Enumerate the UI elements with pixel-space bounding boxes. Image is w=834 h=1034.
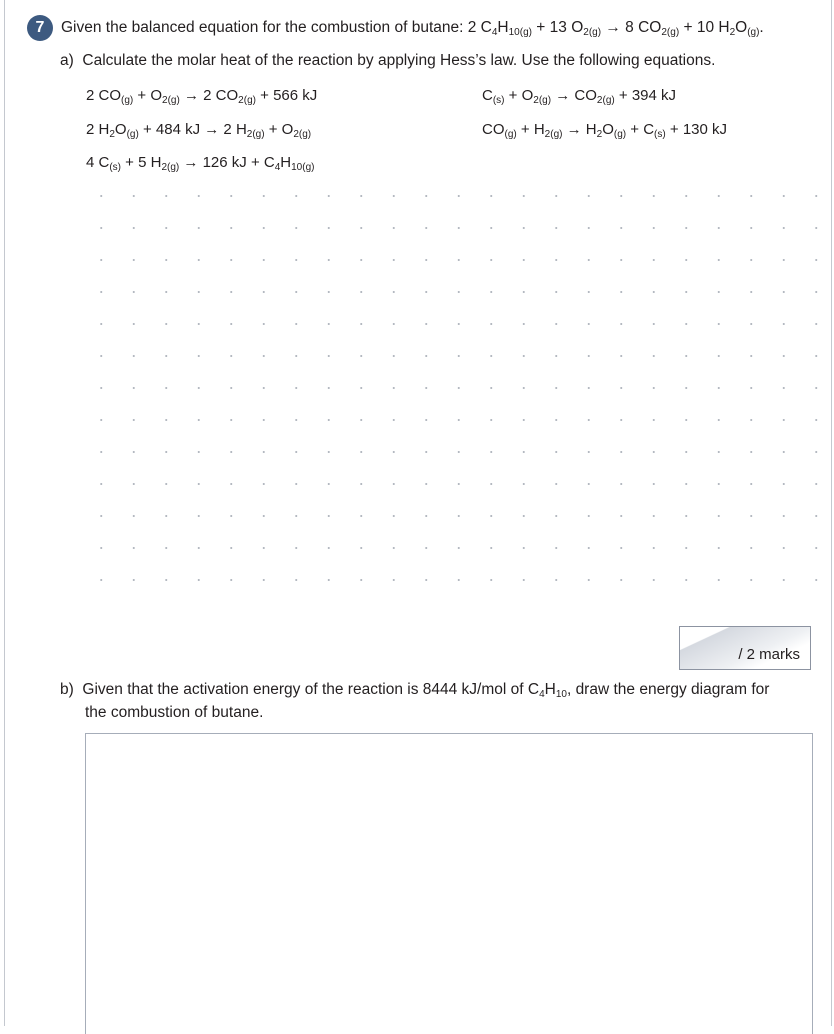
marks-box xyxy=(679,626,811,670)
equation-5: 4 $C_{(s)} + 5$ $H_{2(g)} \to 126$ kJ + $C_4H_{10(g)}$ xyxy=(86,154,315,173)
equation-3: 2 $H_2O_{(g)} + 484$ kJ → 2 $H_{2(g)} + O_{2(g)}$ xyxy=(86,121,312,140)
equation-4: $CO_{(g)} + H_{2(g)} \to H_2O_{(g)} + C_{(s)} + 130$ kJ xyxy=(482,121,728,140)
main-equation: 2 $C_4H_{10(g)} + 13$ $O_{2(g)} \to 8$ $CO_{2(g)} + 10$ $H_2O_{(g)}$. xyxy=(467,19,764,38)
part-a-prompt xyxy=(60,51,715,71)
energy-diagram-drawing-area[interactable] xyxy=(85,733,813,1034)
part-a-label: a) xyxy=(60,52,74,69)
part-a-prompt-text: Calculate the molar heat of the reaction by applying Hess’s law. Use the following equations. xyxy=(82,52,716,69)
question-intro-text: Given the balanced equation for the combustion of butane: xyxy=(61,19,464,36)
part-b-prompt-line1: Given that the activation energy of the reaction is 8444 kJ/mol of $C_4H_{10}$, draw the energy diagram for xyxy=(82,681,770,700)
part-b-prompt xyxy=(60,680,769,700)
part-b-prompt-line2: the combustion of butane. xyxy=(85,704,264,721)
part-b-label: b) xyxy=(60,681,74,698)
question-number-badge: 7 xyxy=(27,15,53,41)
marks-label: / 2 marks xyxy=(738,646,800,663)
answer-dot-grid[interactable] xyxy=(85,180,820,610)
question-intro xyxy=(61,18,764,38)
equation-2: $C_{(s)} + O_{2(g)} \to CO_{2(g)} + 394$ kJ xyxy=(482,87,677,106)
equation-1: 2 $CO_{(g)} + O_{2(g)} \to 2$ $CO_{2(g)} + 566$ kJ xyxy=(86,87,318,106)
